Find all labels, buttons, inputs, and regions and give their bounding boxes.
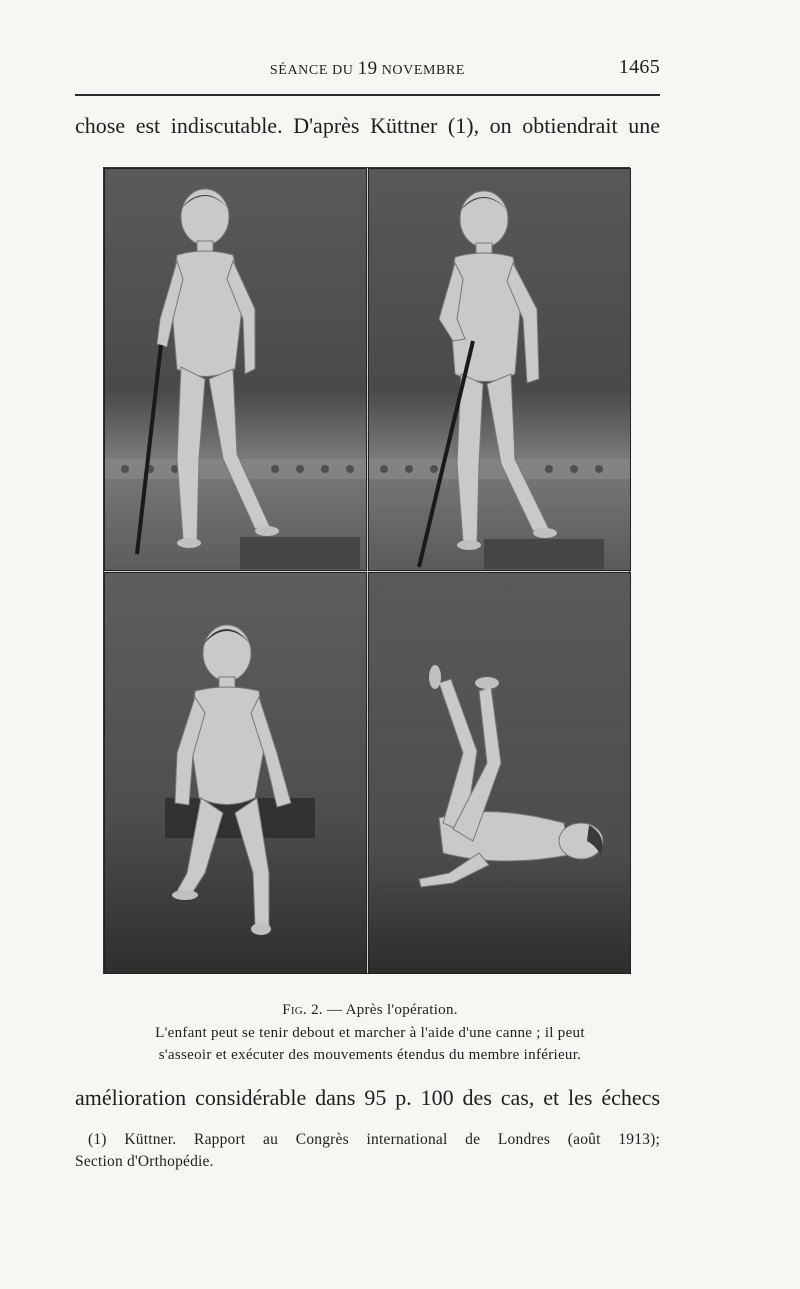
- figure-caption-line: s'asseoir et exécuter des mouvements étendus du membre inférieur.: [158, 1047, 582, 1063]
- running-title-pre: SÉANCE DU: [269, 63, 354, 78]
- running-title: [75, 58, 660, 80]
- header-rule: [75, 94, 660, 96]
- footnote-line: Section d'Orthopédie.: [75, 1153, 214, 1170]
- running-title-post: NOVEMBRE: [381, 63, 466, 78]
- footnote-line: (1) Küttner. Rapport au Congrès international de Londres (août 1913);: [88, 1131, 660, 1148]
- photo-lying-legs-raised: [368, 572, 631, 974]
- figure-number: Fig. 2.: [282, 1002, 323, 1018]
- running-head: [75, 56, 660, 82]
- figure-label: [70, 1000, 670, 1020]
- figure-caption-line: L'enfant peut se tenir debout et marcher à l'aide d'une canne ; il peut: [155, 1025, 585, 1041]
- photo-standing-with-cane-2: [368, 168, 631, 571]
- figure-title: — Après l'opération.: [323, 1002, 458, 1018]
- body-text-line: chose est indiscutable. D'après Küttner (1), on obtiendrait une: [75, 113, 660, 138]
- running-title-day: 19: [357, 58, 378, 79]
- photo-seated: [104, 572, 367, 974]
- page-number: 1465: [618, 56, 660, 78]
- figure-photographs: [103, 167, 630, 974]
- photo-standing-with-cane-1: [104, 168, 367, 571]
- body-text-line: amélioration considérable dans 95 p. 100 des cas, et les échecs: [75, 1085, 660, 1110]
